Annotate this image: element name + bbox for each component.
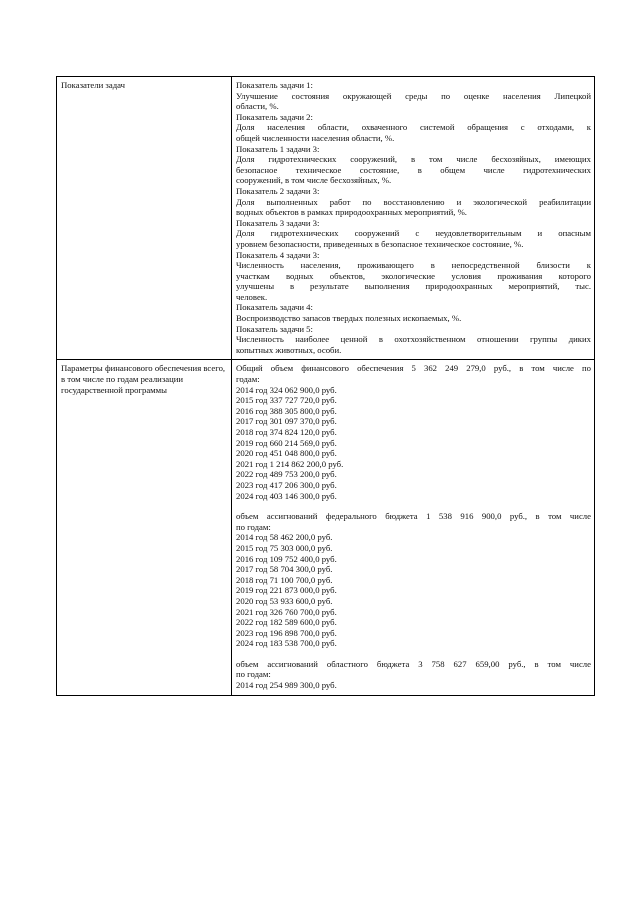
- text-line: Показатель 3 задачи 3:: [236, 217, 320, 228]
- text-line: Доля гидротехнических сооружений с неудовлетворительным и опасным: [236, 228, 591, 239]
- text-line: водных объектов в рамках природоохранных мероприятий, %.: [236, 207, 467, 218]
- text-line: 2017 год 301 097 370,0 руб.: [236, 416, 337, 427]
- text-line: 2021 год 1 214 862 200,0 руб.: [236, 458, 344, 469]
- text-line: 2024 год 183 538 700,0 руб.: [236, 638, 337, 649]
- text-line: Показатель задачи 2:: [236, 111, 313, 122]
- text-line: 2019 год 660 214 569,0 руб.: [236, 437, 337, 448]
- text-line: уровнем безопасности, приведенных в безопасное техническое состояние, %.: [236, 238, 524, 249]
- text-line: 2016 год 109 752 400,0 руб.: [236, 553, 337, 564]
- text-line: Показатель 4 задачи 3:: [236, 249, 320, 260]
- text-line: Показатель 2 задачи 3:: [236, 185, 320, 196]
- text-line: 2024 год 403 146 300,0 руб.: [236, 490, 337, 501]
- text-line: 2018 год 374 824 120,0 руб.: [236, 427, 337, 437]
- text-line: 2015 год 337 727 720,0 руб.: [236, 395, 337, 406]
- text-line: Доля выполненных работ по восстановлению и экологической реабилитации: [236, 196, 591, 207]
- text-line: 2014 год 254 989 300,0 руб.: [236, 680, 337, 691]
- text-line: 2022 год 182 589 600,0 руб.: [236, 617, 337, 628]
- text-line: 2020 год 53 933 600,0 руб.: [236, 595, 333, 606]
- paragraph-gap: [236, 501, 591, 511]
- text-line: Показатель 1 задачи 3:: [236, 143, 320, 154]
- text-line: области, %.: [236, 101, 279, 112]
- row-label-task-indicators: Показатели задач: [61, 80, 126, 90]
- text-line: по годам:: [236, 521, 271, 532]
- text-line: 2019 год 221 873 000,0 руб.: [236, 585, 337, 596]
- text-line: 2022 год 489 753 200,0 руб.: [236, 469, 337, 480]
- row-content-cell: [232, 77, 595, 360]
- text-line: 2020 год 451 048 800,0 руб.: [236, 448, 337, 459]
- financing-text: [236, 363, 591, 690]
- text-line: копытных животных, особи.: [236, 344, 342, 355]
- text-line: 2021 год 326 760 700,0 руб.: [236, 606, 337, 617]
- text-line: 2014 год 58 462 200,0 руб.: [236, 532, 333, 543]
- text-line: человек.: [236, 291, 268, 302]
- text-line: Численность населения, проживающего в непосредственной близости к: [236, 260, 591, 271]
- text-line: 2023 год 196 898 700,0 руб.: [236, 627, 337, 638]
- text-line: безопасное техническое состояние, в общем числе гидротехнических: [236, 164, 591, 175]
- text-line: участкам водных объектов, экологические условия проживания которого: [236, 270, 591, 281]
- text-line: Показатель задачи 1:: [236, 80, 313, 90]
- text-line: сооружений, в том числе бесхозяйных, %.: [236, 175, 392, 186]
- row-label-financing: Параметры финансового обеспечения всего, в том числе по годам реализации государственной программы: [61, 363, 226, 395]
- text-line: Воспроизводство запасов твердых полезных ископаемых, %.: [236, 313, 462, 324]
- text-line: 2017 год 58 704 300,0 руб.: [236, 564, 333, 575]
- text-line: Общий объем финансового обеспечения 5 362 249 279,0 руб., в том числе по: [236, 363, 591, 374]
- text-line: объем ассигнований областного бюджета 3 758 627 659,00 руб., в том числе: [236, 658, 591, 669]
- text-line: Доля населения области, охваченного системой обращения с отходами, к: [236, 122, 591, 133]
- table-row-financing: [57, 360, 595, 695]
- text-line: 2015 год 75 303 000,0 руб.: [236, 542, 333, 553]
- row-content-cell: [232, 360, 595, 695]
- text-line: годам:: [236, 374, 260, 385]
- text-line: по годам:: [236, 669, 271, 680]
- row-label-cell: [57, 360, 232, 695]
- text-line: Показатель задачи 5:: [236, 323, 313, 334]
- text-line: Численность наиболее ценной в охотхозяйственном отношении группы диких: [236, 334, 591, 345]
- text-line: 2016 год 388 305 800,0 руб.: [236, 405, 337, 416]
- text-line: общей численности населения области, %.: [236, 132, 395, 143]
- paragraph-gap: [236, 649, 591, 659]
- task-indicators-text: [236, 80, 591, 355]
- text-line: 2023 год 417 206 300,0 руб.: [236, 479, 337, 490]
- table-row-task-indicators: [57, 77, 595, 360]
- text-line: Показатель задачи 4:: [236, 302, 313, 313]
- text-line: Доля гидротехнических сооружений, в том числе бесхозяйных, имеющих: [236, 154, 591, 165]
- row-label-cell: [57, 77, 232, 360]
- text-line: 2018 год 71 100 700,0 руб.: [236, 574, 333, 585]
- passport-table: [56, 76, 595, 696]
- text-line: Улучшение состояния окружающей среды по оценке населения Липецкой: [236, 90, 591, 101]
- text-line: объем ассигнований федерального бюджета 1 538 916 900,0 руб., в том числе: [236, 511, 591, 522]
- text-line: улучшены в результате выполнения природоохранных мероприятий, тыс.: [236, 281, 591, 292]
- text-line: 2014 год 324 062 900,0 руб.: [236, 384, 337, 395]
